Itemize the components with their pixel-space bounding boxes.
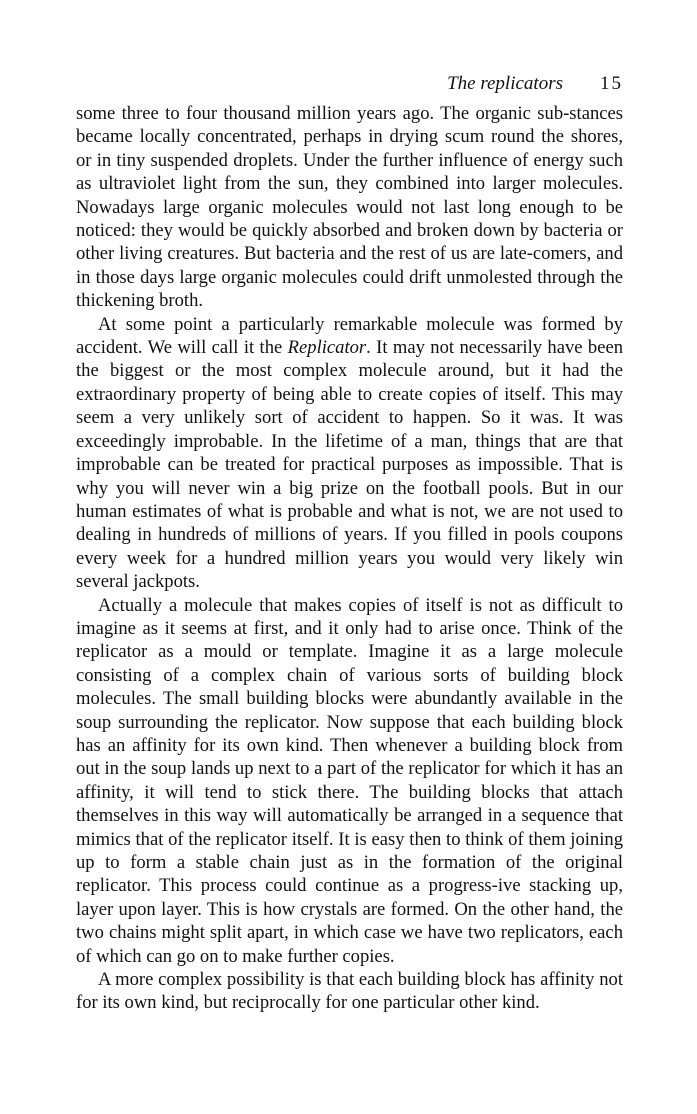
paragraph-text: A more complex possibility is that each building block has affinity not for its own kind, but reciprocally for one particular other kind.: [76, 969, 623, 1014]
paragraph-text: At some point a particularly remarkable molecule was formed by accident. We will call it the: [76, 313, 623, 359]
paragraph-text-continued: . It may not necessarily have been the biggest or the most complex molecule around, but it had the extraordinary property of being able to create copies of itself. This may seem a very unlikely sort of accident to happen. So it was. It was exceedingly improbable. In the lifetime of a man, things that are that improbable can be treated for practical purposes as impossible. That is why you will never win a big prize on the football pools. But in our human estimates of what is probable and what is not, we are not used to dealing in hundreds of millions of years. If you filled in pools coupons every week for a hundred million years you would very likely win several jackpots.: [76, 337, 624, 593]
book-page: [76, 66, 623, 1015]
chapter-title: The replicators: [447, 73, 563, 94]
paragraph-text: Actually a molecule that makes copies of itself is not as difficult to imagine as it seems at first, and it only had to arise once. Think of the replicator as a mould or template. Imagine it as a large molecule consisting of a complex chain of various sorts of building block molecules. The small building blocks were abundantly available in the soup surrounding the replicator. Now suppose that each building block has an affinity for its own kind. Then whenever a building block from out in the soup lands up next to a part of the replicator for which it has an affinity, it will tend to stick there. The building blocks that attach themselves in this way will automatically be arranged in a sequence that mimics that of the replicator itself. It is easy then to think of them joining up to form a stable chain just as in the formation of the original replicator. This process could continue as a progress-ive stacking up, layer upon layer. This is how crystals are formed. On the other hand, the two chains might split apart, in which case we have two replicators, each of which can go on to make further copies.: [76, 594, 623, 967]
paragraph-3: [76, 594, 623, 969]
paragraph-1: [76, 102, 623, 313]
paragraph-text: some three to four thousand million years ago. The organic sub-stances became locally concentrated, perhaps in drying scum round the shores, or in tiny suspended droplets. Under the further influence of energy such as ultraviolet light from the sun, they combined into larger molecules. Nowadays large organic molecules would not last long enough to be noticed: they would be quickly absorbed and broken down by bacteria or other living creatures. But bacteria and the rest of us are late-comers, and in those days large organic molecules could drift unmolested through the thickening broth.: [76, 103, 623, 312]
page-number: 15: [600, 73, 623, 94]
running-head: [76, 66, 623, 102]
paragraph-4: [76, 968, 623, 1015]
paragraph-2: [76, 313, 623, 594]
replicator-term: Replicator: [287, 337, 367, 359]
body-text: [76, 102, 623, 1015]
